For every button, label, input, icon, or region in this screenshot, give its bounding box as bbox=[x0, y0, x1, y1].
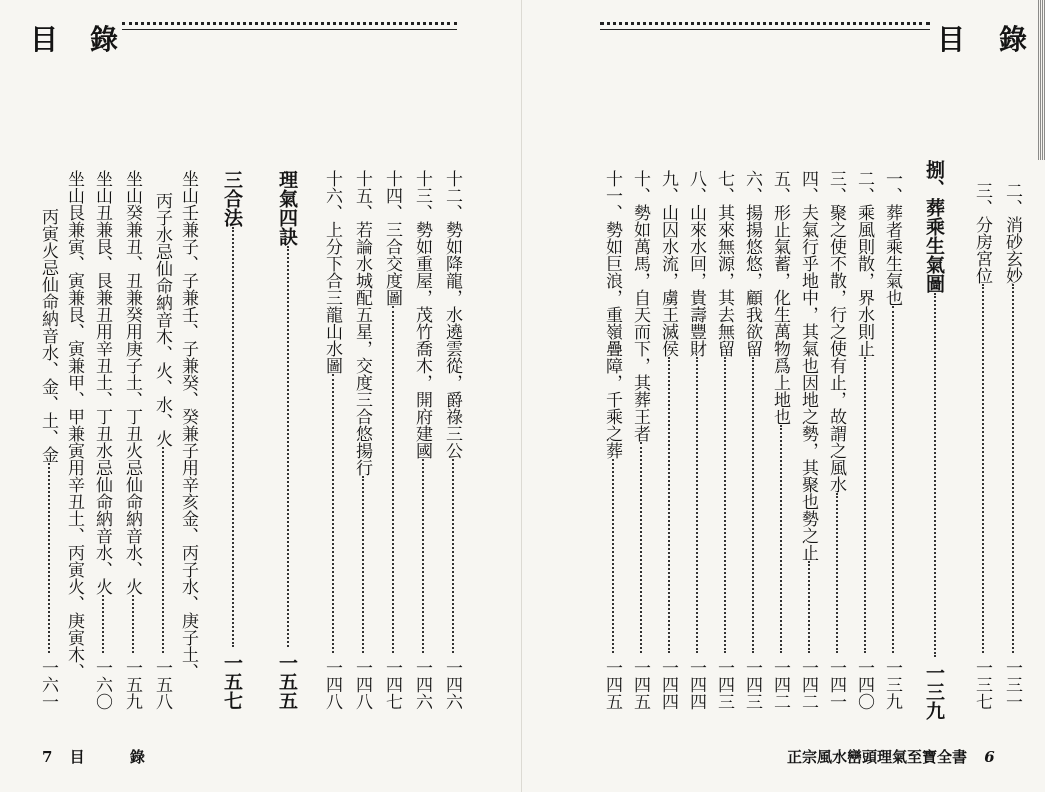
toc-entry[interactable]: 三、分房宮位 一三七 bbox=[972, 182, 992, 710]
right-heading-char1: 目 bbox=[937, 23, 968, 56]
toc-entry[interactable]: 丙子水忌仙命納音木、火、水、火 一五八 bbox=[152, 192, 172, 710]
toc-entry[interactable]: 坐山艮兼寅、寅兼艮、寅兼甲、甲兼寅用辛丑土、丙寅火、庚寅木、 bbox=[64, 170, 84, 680]
toc-entry[interactable]: 八、山來水回，貴壽豐財 一四四 bbox=[686, 170, 706, 710]
toc-entry[interactable]: 六、揚揚悠悠，顧我欲留 一四三 bbox=[742, 170, 762, 710]
left-footer-label2: 錄 bbox=[129, 748, 145, 766]
toc-entry[interactable]: 九、山囚水流，虜王滅侯 一四四 bbox=[658, 170, 678, 710]
page-edge bbox=[1038, 0, 1045, 160]
left-footer bbox=[42, 746, 145, 767]
toc-entry[interactable]: 坐山丑兼艮、艮兼丑用辛丑土、丁丑水忌仙命納音水、火 一六〇 bbox=[92, 170, 112, 710]
book-title: 正宗風水巒頭理氣至寶全書 bbox=[787, 748, 968, 766]
toc-entry[interactable]: 十二、勢如降龍，水遶雲從，爵祿三公 一四六 bbox=[442, 170, 462, 710]
toc-entry[interactable]: 三、聚之使不散，行之使有止，故謂之風水 一四一 bbox=[826, 170, 846, 710]
toc-entry[interactable]: 坐山癸兼丑、丑兼癸用庚子土、丁丑火忌仙命納音水、火 一五九 bbox=[122, 170, 142, 710]
right-page bbox=[522, 0, 1045, 792]
left-heading-rule bbox=[122, 22, 457, 30]
right-heading-char2: 錄 bbox=[999, 23, 1030, 56]
toc-entry[interactable]: 二、乘風則散，界水則止 一四〇 bbox=[854, 170, 874, 710]
toc-entry[interactable]: 十一、勢如巨浪，重嶺疊障，千乘之葬 一四五 bbox=[602, 170, 622, 710]
toc-entry[interactable]: 一、葬者乘生氣也 一三九 bbox=[882, 170, 902, 710]
left-heading-char1: 目 bbox=[30, 23, 61, 56]
toc-section[interactable]: 三合法 一五七 bbox=[221, 170, 243, 710]
toc-entry[interactable]: 十、勢如萬馬，自天而下，其葬王者 一四五 bbox=[630, 170, 650, 710]
toc-entry[interactable]: 丙寅火忌仙命納音水、金、土、金 一六一 bbox=[38, 208, 58, 710]
toc-entry[interactable]: 四、夫氣行乎地中，其氣也因地之勢，其聚也勢之止 一四二 bbox=[798, 170, 818, 710]
left-footer-page-number: 7 bbox=[42, 748, 53, 766]
toc-entry[interactable]: 十六、上分下合三龍山水圖 一四八 bbox=[322, 170, 342, 710]
toc-section[interactable]: 捌、葬乘生氣圖 一三九 bbox=[923, 160, 945, 720]
right-footer-page-number: 6 bbox=[984, 748, 995, 766]
left-page bbox=[0, 0, 522, 792]
toc-section[interactable]: 理氣四訣 一五五 bbox=[276, 170, 298, 710]
toc-entry[interactable]: 十三、勢如重屋，茂竹喬木，開府建國 一四六 bbox=[412, 170, 432, 710]
toc-entry[interactable]: 十五、若論水城配五星，交度三合悠揚行 一四八 bbox=[352, 170, 372, 710]
toc-entry[interactable]: 十四、三合交度圖 一四七 bbox=[382, 170, 402, 710]
left-footer-label1: 目 bbox=[69, 748, 85, 766]
toc-entry[interactable]: 二、消砂玄妙 一三一 bbox=[1002, 182, 1022, 710]
toc-entry[interactable]: 七、其來無源，其去無留 一四三 bbox=[714, 170, 734, 710]
right-heading-rule bbox=[600, 22, 930, 30]
left-heading-char2: 錄 bbox=[90, 23, 121, 56]
right-footer bbox=[787, 746, 995, 767]
toc-entry[interactable]: 坐山壬兼子、子兼壬、子兼癸、癸兼子用辛亥金、丙子水、庚子土、 bbox=[178, 170, 198, 680]
toc-entry[interactable]: 五、形止氣蓄，化生萬物爲上地也 一四二 bbox=[770, 170, 790, 710]
